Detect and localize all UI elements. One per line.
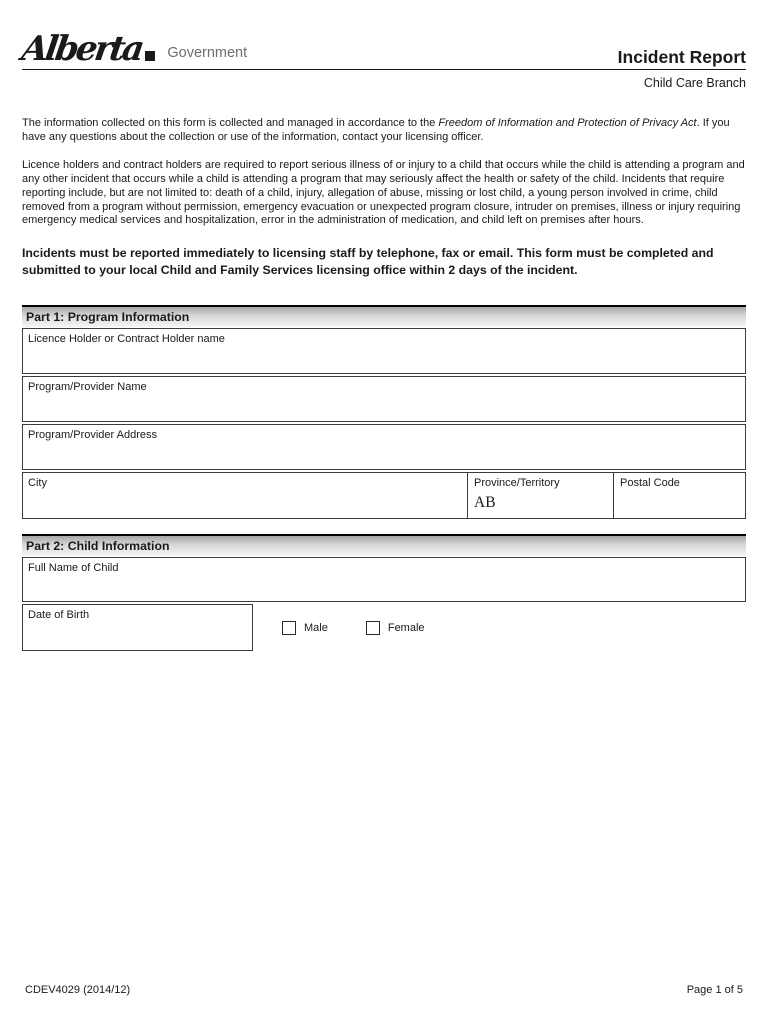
licence-holder-field[interactable]	[22, 328, 746, 374]
dob-and-sex-row	[22, 604, 746, 651]
female-checkbox[interactable]	[366, 621, 380, 635]
privacy-paragraph	[22, 117, 746, 145]
form-number: CDEV4029 (2014/12)	[25, 984, 131, 996]
alberta-government-logo	[19, 29, 248, 69]
part1-title: Part 1: Program Information	[26, 310, 190, 325]
province-field[interactable]	[467, 473, 613, 518]
sex-checkbox-group	[282, 604, 425, 651]
male-label: Male	[304, 621, 328, 634]
document-title: Incident Report	[617, 47, 746, 67]
female-label: Female	[387, 621, 425, 634]
postal-code-label: Postal Code	[620, 477, 680, 490]
privacy-text-post: . If you have any questions about the collection or use of the information, contact your licensing officer.	[22, 117, 730, 143]
reporting-notice: Incidents must be reported immediately to licensing staff by telephone, fax or email. This form must be completed and submitted to your local Child and Family Services licensing office within 2 days of the incident.	[22, 246, 714, 277]
full-name-of-child-label: Full Name of Child	[28, 562, 119, 575]
page-header	[19, 0, 746, 70]
part2-section-header	[22, 534, 746, 556]
licence-holder-label: Licence Holder or Contract Holder name	[28, 333, 225, 346]
program-address-field[interactable]	[22, 424, 746, 470]
part1-section-header	[22, 305, 746, 327]
city-label: City	[28, 477, 47, 490]
province-label: Province/Territory	[474, 477, 560, 490]
city-field[interactable]	[23, 473, 467, 518]
privacy-text-pre: The information collected on this form is collected and managed in accordance to the	[22, 117, 439, 129]
document-subtitle: Child Care Branch	[643, 76, 746, 90]
female-option	[366, 621, 425, 635]
date-of-birth-label: Date of Birth	[28, 609, 90, 622]
page-number: Page 1 of 5	[686, 984, 743, 996]
part2-title: Part 2: Child Information	[26, 539, 170, 554]
postal-code-field[interactable]	[613, 473, 745, 518]
alberta-logo-script: Alberta	[19, 29, 145, 69]
logo-government-text: Government	[167, 45, 248, 61]
page-footer	[25, 984, 743, 996]
program-name-field[interactable]	[22, 376, 746, 422]
full-name-of-child-field[interactable]	[22, 557, 746, 602]
city-province-postal-row	[22, 472, 746, 519]
male-checkbox[interactable]	[282, 621, 296, 635]
privacy-act-title: Freedom of Information and Protection of Privacy Act	[438, 117, 697, 129]
province-value: AB	[474, 494, 496, 512]
program-address-label: Program/Provider Address	[28, 429, 157, 442]
program-name-label: Program/Provider Name	[28, 381, 147, 394]
male-option	[282, 621, 328, 635]
reporting-requirements-paragraph: Licence holders and contract holders are required to report serious illness of or injury to a child that occurs while the child is attending a program and any other incident that occurs while a child is attending a program that may seriously affect the health or safety of the child. Incidents that require reporting include, but are not limited to: death of a child, injury, allegation of abuse, missing or lost child, a young person involved in crime, child removed from a program without permission, emergency evacuation or unexpected program closure, intruder on premises, illness or injury requiring emergency medical services and hospitalization, error in the administration of medication, and child left on premises after hours.	[22, 158, 745, 227]
alberta-logo-mark-icon	[145, 51, 155, 61]
date-of-birth-field[interactable]	[22, 604, 253, 651]
